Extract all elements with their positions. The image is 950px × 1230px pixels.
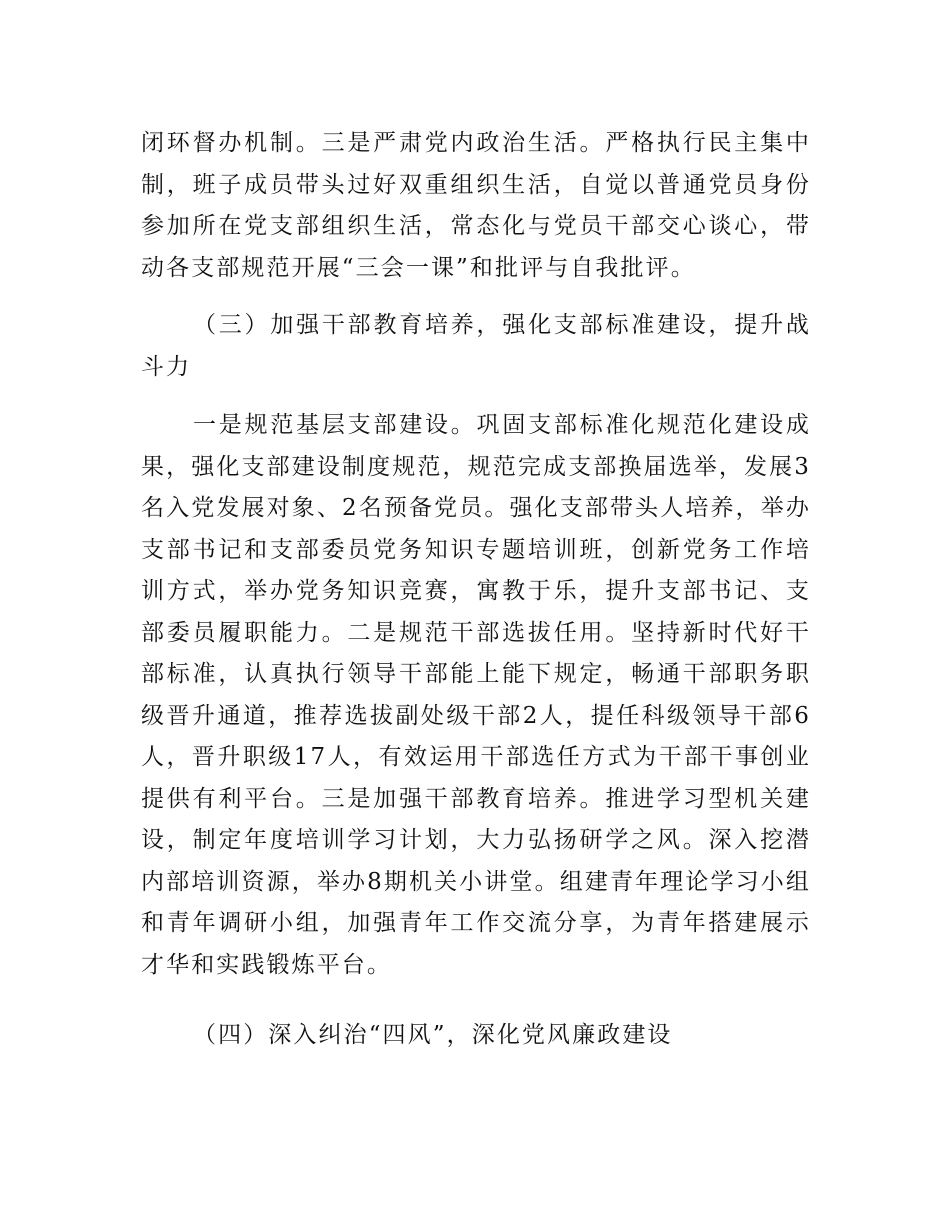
body-paragraph: 闭环督办机制。三是严肃党内政治生活。严格执行民主集中制，班子成员带头过好双重组织生活，自觉以普通党员身份参加所在党支部组织生活，常态化与党员干部交心谈心，带动各支部规范开展“三会一课”和批评与自我批评。 bbox=[141, 130, 811, 281]
section-heading-4: （四）深入纠治“四风”，深化党风廉政建设 bbox=[193, 1022, 673, 1048]
body-paragraph: 一是规范基层支部建设。巩固支部标准化规范化建设成果，强化支部建设制度规范，规范完成支部换届选举，发展3名入党发展对象、2名预备党员。强化支部带头人培养，举办支部书记和支部委员党务知识专题培训班，创新党务工作培训方式，举办党务知识竞赛，寓教于乐，提升支部书记、支部委员履职能力。二是规范干部选拔任用。坚持新时代好干部标准，认真执行领导干部能上能下规定，畅通干部职务职级晋升通道，推荐选拔副处级干部2人，提任科级领导干部6人，晋升职级17人，有效运用干部选任方式为干部干事创业提供有利平台。三是加强干部教育培养。推进学习型机关建设，制定年度培训学习计划，大力弘扬研学之风。深入挖潜内部培训资源，举办8期机关小讲堂。组建青年理论学习小组和青年调研小组，加强青年工作交流分享，为青年搭建展示才华和实践锻炼平台。 bbox=[141, 412, 811, 978]
section-heading-3: （三）加强干部教育培养，强化支部标准建设，提升战斗力 bbox=[141, 312, 811, 380]
